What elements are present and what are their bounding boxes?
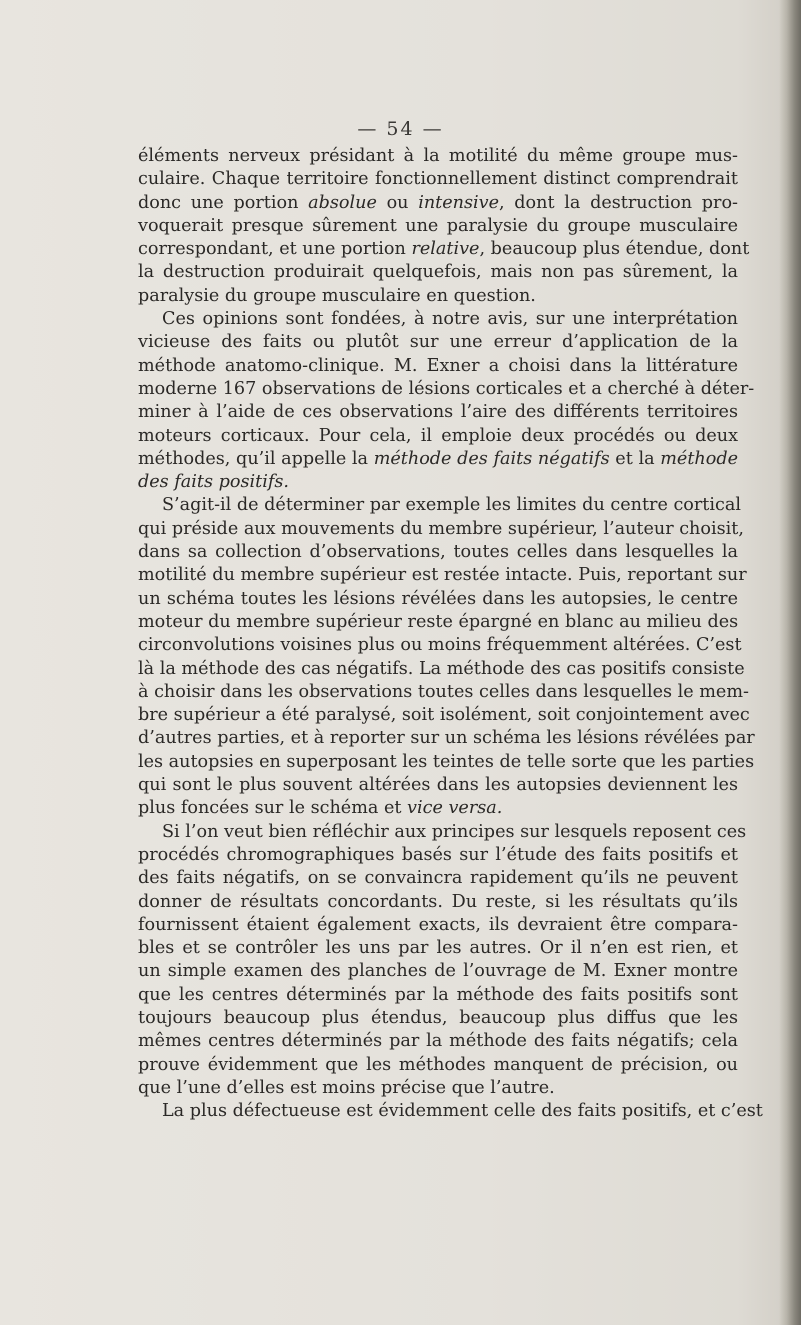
text-line: S’agit-il de déterminer par exemple les limites du centre cortical xyxy=(162,495,741,516)
text-line: paralysie du groupe musculaire en question. xyxy=(138,285,536,306)
text-line: fournissent étaient également exacts, ils devraient être compara- xyxy=(138,914,738,935)
text-line: toujours beaucoup plus étendus, beaucoup plus diffus que les xyxy=(138,1007,738,1028)
text-line: que l’une d’elles est moins précise que l’autre. xyxy=(138,1077,555,1098)
text-line: des faits positifs. xyxy=(138,472,289,493)
text-line: un schéma toutes les lésions révélées dans les autopsies, le centre xyxy=(138,588,738,609)
text-line: mêmes centres déterminés par la méthode des faits négatifs; cela xyxy=(138,1031,738,1052)
text-line: vicieuse des faits ou plutôt sur une erreur d’application de la xyxy=(138,332,738,353)
text-line: un simple examen des planches de l’ouvrage de M. Exner montre xyxy=(138,961,738,982)
text-line: là la méthode des cas négatifs. La méthode des cas positifs consiste xyxy=(138,658,745,679)
text-line: culaire. Chaque territoire fonctionnellement distinct comprendrait xyxy=(138,169,738,190)
text-line: méthodes, qu’il appelle la méthode des faits négatifs et la méthode xyxy=(138,448,739,469)
text-line: les autopsies en superposant les teintes de telle sorte que les parties xyxy=(138,751,755,772)
text-line: moderne 167 observations de lésions corticales et a cherché à déter- xyxy=(138,378,755,399)
page-body-text xyxy=(138,145,763,1123)
text-line: qui préside aux mouvements du membre supérieur, l’auteur choisit, xyxy=(138,518,744,539)
text-line: circonvolutions voisines plus ou moins fréquemment altérées. C’est xyxy=(138,635,742,656)
text-line: plus foncées sur le schéma et vice versa. xyxy=(138,798,503,819)
text-line: qui sont le plus souvent altérées dans les autopsies deviennent les xyxy=(138,775,738,796)
text-line: correspondant, et une portion relative, beaucoup plus étendue, dont xyxy=(138,239,750,260)
text-line: moteurs corticaux. Pour cela, il emploie deux procédés ou deux xyxy=(138,425,738,446)
text-line: la destruction produirait quelquefois, mais non pas sûrement, la xyxy=(138,262,738,283)
text-line: Ces opinions sont fondées, à notre avis, sur une interprétation xyxy=(162,309,738,330)
text-line: voquerait presque sûrement une paralysie du groupe musculaire xyxy=(138,215,738,236)
text-line: d’autres parties, et à reporter sur un schéma les lésions révélées par xyxy=(138,728,755,749)
text-line: procédés chromographiques basés sur l’étude des faits positifs et xyxy=(138,844,738,865)
text-line: Si l’on veut bien réfléchir aux principes sur lesquels reposent ces xyxy=(162,821,747,842)
text-line: moteur du membre supérieur reste épargné en blanc au milieu des xyxy=(138,611,739,632)
text-line: bles et se contrôler les uns par les autres. Or il n’en est rien, et xyxy=(138,938,738,959)
text-line: à choisir dans les observations toutes celles dans lesquelles le mem- xyxy=(138,681,749,702)
text-line: éléments nerveux présidant à la motilité du même groupe mus- xyxy=(138,146,738,166)
text-line: prouve évidemment que les méthodes manquent de précision, ou xyxy=(138,1054,738,1075)
text-line: que les centres déterminés par la méthode des faits positifs sont xyxy=(138,984,738,1005)
text-line: donc une portion absolue ou intensive, dont la destruction pro- xyxy=(138,192,738,213)
text-line: miner à l’aide de ces observations l’aire des différents territoires xyxy=(138,402,738,423)
text-line: donner de résultats concordants. Du reste, si les résultats qu’ils xyxy=(138,891,738,912)
text-line: dans sa collection d’observations, toutes celles dans lesquelles la xyxy=(138,542,738,563)
text-line: des faits négatifs, on se convaincra rapidement qu’ils ne peuvent xyxy=(138,868,738,889)
text-line: méthode anatomo-clinique. M. Exner a choisi dans la littérature xyxy=(138,355,738,376)
text-line: La plus défectueuse est évidemment celle des faits positifs, et c’est xyxy=(162,1101,763,1122)
text-line: motilité du membre supérieur est restée intacte. Puis, reportant sur xyxy=(138,565,747,586)
page-number: — 54 — xyxy=(357,118,444,140)
text-line: bre supérieur a été paralysé, soit isolément, soit conjointement avec xyxy=(138,705,750,726)
page-edge-shadow xyxy=(779,0,801,1325)
